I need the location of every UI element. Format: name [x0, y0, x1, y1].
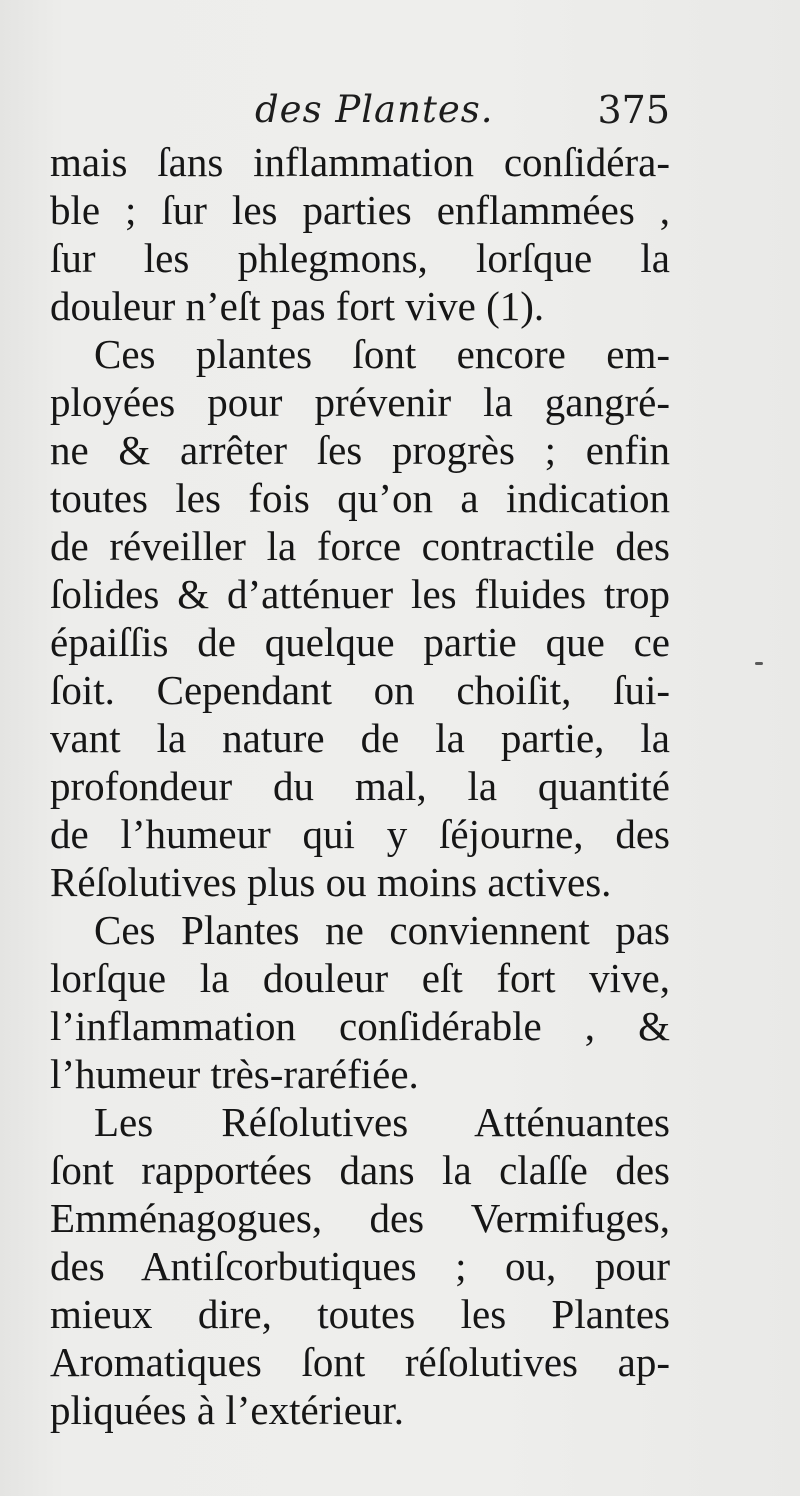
page-number: 375 [597, 88, 670, 132]
text-line: l’humeur très-raréfiée. [50, 1051, 419, 1097]
text-line: pliquées à l’extérieur. [50, 1387, 405, 1433]
text-line: douleur n’eſt pas fort vive (1). [50, 283, 545, 329]
text-line: ſolides & d’atténuer les fluides trop [50, 571, 670, 617]
text-line: lorſque la douleur eſt fort vive, [50, 955, 670, 1001]
text-line: Les Réſolutives Atténuantes [94, 1099, 670, 1145]
text-line: ble ; ſur les parties enflammées , [50, 187, 670, 233]
text-line: de réveiller la force contractile des [50, 523, 670, 569]
text-line: épaiſſis de quelque partie que ce [50, 619, 670, 665]
text-line: vant la nature de la partie, la [50, 715, 670, 761]
text-line: ſur les phlegmons, lorſque la [50, 235, 670, 281]
running-title: des Plantes. [255, 88, 494, 131]
text-line: Réſolutives plus ou moins actives. [50, 859, 612, 905]
text-line: mieux dire, toutes les Plantes [50, 1291, 670, 1337]
text-line: Aromatiques ſont réſolutives ap- [50, 1339, 670, 1385]
text-line: toutes les fois qu’on a indication [50, 475, 670, 521]
text-line: ne & arrêter ſes progrès ; enfin [50, 427, 670, 473]
text-line: de l’humeur qui y ſéjourne, des [50, 811, 670, 857]
ink-speck [755, 662, 763, 665]
text-line: Emménagogues, des Vermifuges, [50, 1195, 670, 1241]
body-text [50, 138, 670, 1434]
text-line: mais ſans inflammation conſidéra- [50, 139, 670, 185]
text-line: ſoit. Cependant on choiſit, ſui- [50, 667, 670, 713]
text-line: ployées pour prévenir la gangré- [50, 379, 670, 425]
text-line: Ces Plantes ne conviennent pas [94, 907, 670, 953]
text-line: Ces plantes ſont encore em- [94, 331, 670, 377]
text-line: ſont rapportées dans la claſſe des [50, 1147, 670, 1193]
running-head [50, 88, 670, 138]
text-line: l’inflammation conſidérable , & [50, 1003, 670, 1049]
text-line: profondeur du mal, la quantité [50, 763, 670, 809]
text-line: des Antiſcorbutiques ; ou, pour [50, 1243, 670, 1289]
